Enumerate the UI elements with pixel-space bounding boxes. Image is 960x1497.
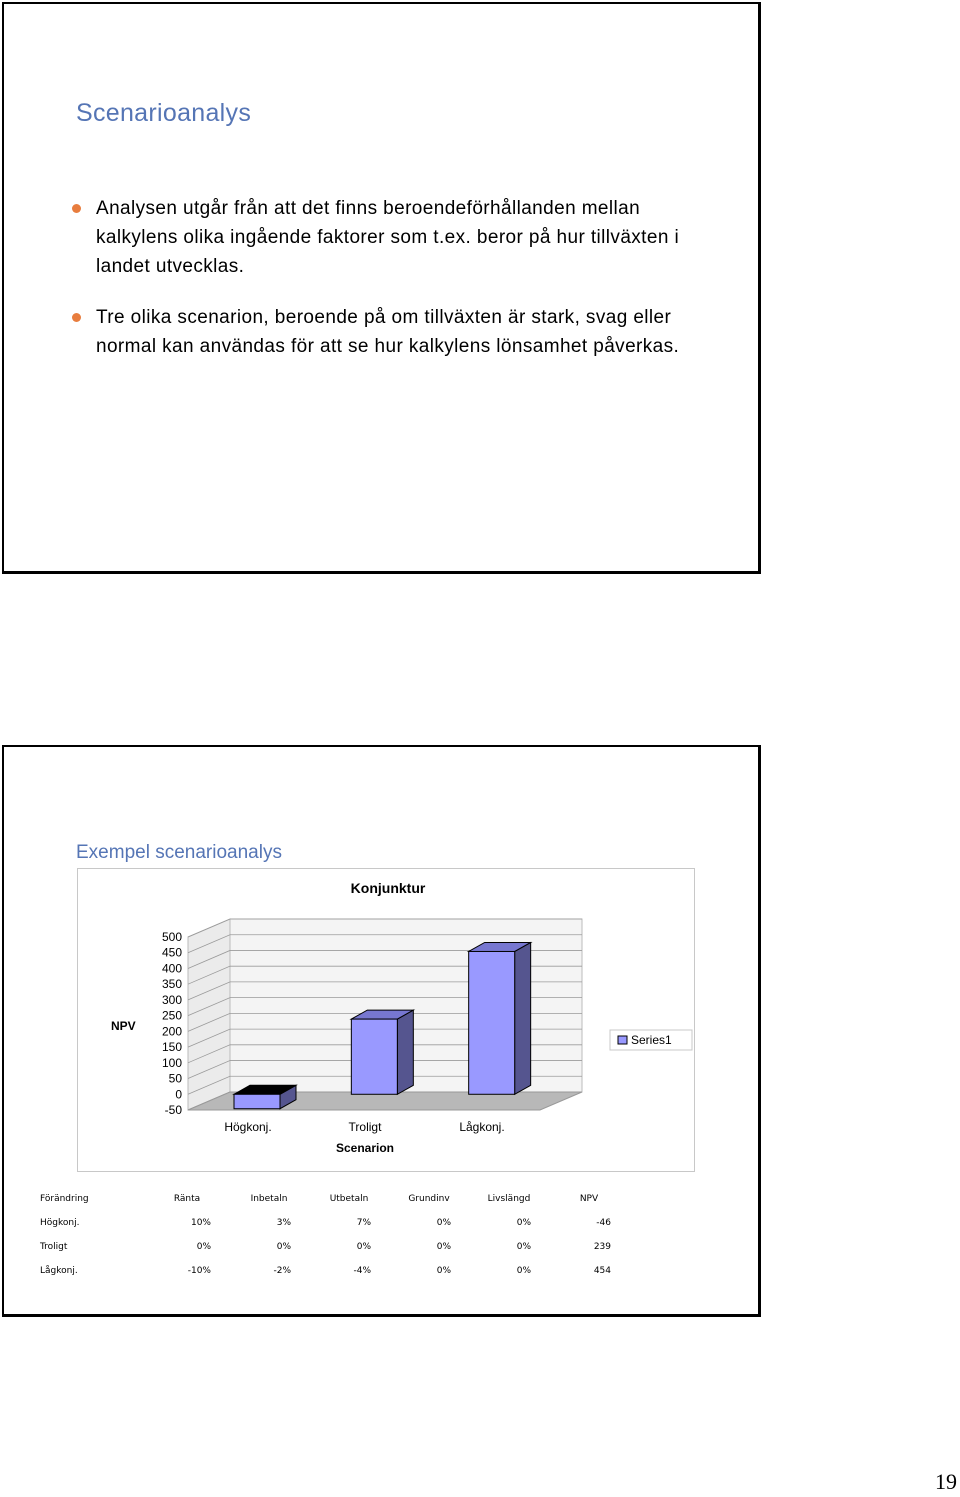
table-cell: Högkonj.	[40, 1218, 80, 1228]
table-header-cell: Grundinv	[408, 1194, 450, 1204]
y-tick-label: 200	[161, 1024, 182, 1039]
x-tick-label: Lågkonj.	[459, 1120, 505, 1134]
slide-title: Scenarioanalys	[76, 99, 252, 127]
y-axis-label: NPV	[111, 1019, 136, 1033]
table-cell: 10%	[190, 1218, 211, 1228]
y-tick-label: 0	[175, 1087, 182, 1102]
table-cell: 7%	[356, 1218, 371, 1228]
bullet-text: Tre olika scenarion, beroende på om tillväxten är stark, svag eller normal kan användas för att se hur kalkylens lönsamhet påverkas.	[96, 307, 680, 357]
table-row	[40, 1235, 629, 1259]
table-header-cell: Ränta	[173, 1194, 201, 1204]
table-row	[40, 1211, 629, 1235]
bar-side	[397, 1010, 413, 1094]
table-cell: 0%	[516, 1218, 531, 1228]
npv-bar-chart	[78, 869, 694, 1171]
table-cell: Troligt	[40, 1242, 68, 1252]
scenario-table	[40, 1187, 629, 1283]
chart-side-wall	[188, 919, 230, 1110]
y-tick-label: 150	[161, 1040, 182, 1055]
x-tick-label: Troligt	[348, 1120, 382, 1134]
table-cell: 0%	[516, 1242, 531, 1252]
y-tick-label: 500	[161, 930, 182, 944]
table-cell: 239	[593, 1242, 611, 1252]
table-cell: 3%	[276, 1218, 291, 1228]
bullet-item	[72, 194, 722, 281]
y-tick-label: 450	[161, 945, 182, 960]
slide-scenarioanalys	[2, 2, 761, 574]
table-cell: 0%	[196, 1242, 211, 1252]
table-header-cell: Utbetaln	[329, 1194, 369, 1204]
bullet-text: Analysen utgår från att det finns beroendeförhållanden mellan kalkylens olika ingående faktorer som t.ex. beror på hur tillväxten i landet utvecklas.	[96, 198, 680, 277]
table-cell: -2%	[273, 1266, 291, 1276]
table-cell: 454	[593, 1266, 611, 1276]
table-cell: 0%	[276, 1242, 291, 1252]
table-header-row	[40, 1187, 629, 1211]
table-cell: 0%	[436, 1218, 451, 1228]
y-tick-label: -50	[164, 1103, 182, 1117]
x-tick-label: Högkonj.	[224, 1120, 272, 1134]
bar-side	[515, 942, 531, 1094]
table-cell: 0%	[516, 1266, 531, 1276]
table-cell: Lågkonj.	[40, 1266, 78, 1276]
table-cell: 0%	[356, 1242, 371, 1252]
table-header-cell: Livslängd	[487, 1194, 531, 1204]
bar	[351, 1019, 397, 1094]
table-cell: -46	[596, 1218, 611, 1228]
bullet-item	[72, 303, 722, 361]
chart-title: Konjunktur	[350, 880, 426, 896]
page-number: 19	[935, 1469, 957, 1494]
table-cell: 0%	[436, 1266, 451, 1276]
table-cell: -10%	[187, 1266, 211, 1276]
bullet-dot-icon	[72, 313, 81, 322]
slide-title: Exempel scenarioanalys	[76, 842, 282, 863]
table-row	[40, 1259, 629, 1283]
legend-label: Series1	[631, 1033, 672, 1047]
y-tick-label: 50	[168, 1071, 182, 1086]
table-body	[40, 1211, 629, 1283]
x-axis-label: Scenarion	[335, 1141, 395, 1155]
chart-frame	[77, 868, 695, 1172]
y-tick-label: 100	[161, 1055, 182, 1070]
y-tick-label: 350	[161, 977, 182, 992]
table-header-cell: NPV	[579, 1194, 599, 1204]
table-cell: -4%	[353, 1266, 371, 1276]
y-tick-label: 300	[161, 992, 182, 1007]
table-header-cell: Inbetaln	[250, 1194, 288, 1204]
bullet-list	[72, 194, 722, 383]
table-header-cell: Förändring	[40, 1194, 89, 1204]
y-tick-label: 250	[161, 1008, 182, 1023]
bar	[234, 1094, 280, 1108]
slide-exempel-scenarioanalys	[2, 745, 761, 1317]
table-cell: 0%	[436, 1242, 451, 1252]
bar	[469, 951, 515, 1094]
y-tick-label: 400	[161, 961, 182, 976]
legend-swatch	[618, 1036, 627, 1044]
bullet-dot-icon	[72, 204, 81, 213]
